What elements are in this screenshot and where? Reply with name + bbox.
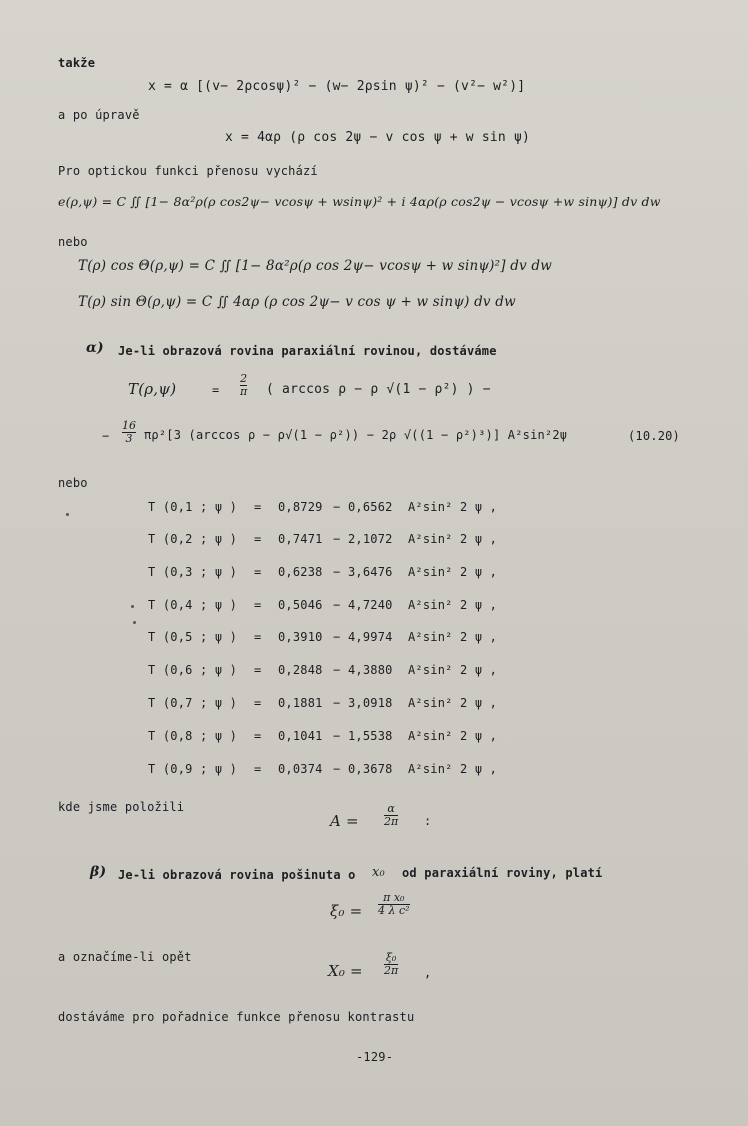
fraction-numerator: α	[387, 802, 395, 815]
beta-label: β)	[90, 864, 107, 880]
row-term: A²sin² 2 ψ ,	[408, 729, 498, 743]
row-equals: =	[254, 598, 262, 612]
row-equals: =	[254, 663, 262, 677]
text-pro-optickou: Pro optickou funkci přenosu vychází	[58, 164, 318, 178]
equation-A-fraction	[384, 803, 398, 828]
row-constant: 0,5046	[278, 598, 323, 612]
fraction-denominator: 4 λ c²	[378, 904, 410, 917]
scan-dot	[133, 621, 136, 624]
text-alpha-condition: Je-li obrazová rovina paraxiální rovinou, dostáváme	[118, 344, 497, 358]
page-number: -129-	[356, 1050, 394, 1064]
text-takze: takže	[58, 56, 96, 70]
fraction-denominator: 3	[122, 432, 136, 445]
row-coefficient: 4,3880	[348, 663, 393, 677]
row-operator: −	[333, 565, 341, 579]
equation-6a-rhs: ( arccos ρ − ρ √(1 − ρ²) ) −	[266, 382, 491, 397]
equation-6a-fraction	[240, 373, 247, 398]
row-lhs: T (0,6 ; ψ )	[148, 663, 238, 677]
row-coefficient: 3,0918	[348, 696, 393, 710]
equation-X0-lhs: X₀ =	[328, 962, 363, 980]
row-constant: 0,3910	[278, 630, 323, 644]
row-operator: −	[333, 630, 341, 644]
row-equals: =	[254, 729, 262, 743]
equation-xi-lhs: ξ₀ =	[330, 902, 363, 920]
equation-4: T(ρ) cos Θ(ρ,ψ) = C ∬ [1− 8α²ρ(ρ cos 2ψ− vcosψ + w sinψ)²] dv dw	[78, 258, 552, 274]
equation-5: T(ρ) sin Θ(ρ,ψ) = C ∬ 4αρ (ρ cos 2ψ− v cos ψ + w sinψ) dv dw	[78, 294, 516, 310]
row-term: A²sin² 2 ψ ,	[408, 500, 498, 514]
row-term: A²sin² 2 ψ ,	[408, 663, 498, 677]
equation-6b-rhs: πρ²[3 (arccos ρ − ρ√(1 − ρ²)) − 2ρ √((1 − ρ²)³)] A²sin²2ψ	[144, 428, 568, 442]
equation-2: x = 4αρ (ρ cos 2ψ − v cos ψ + w sin ψ)	[225, 130, 531, 145]
row-equals: =	[254, 500, 262, 514]
row-equals: =	[254, 565, 262, 579]
equation-1: x = α [(v− 2ρcosψ)² − (w− 2ρsin ψ)² − (v²− w²)]	[148, 79, 526, 94]
row-lhs: T (0,3 ; ψ )	[148, 565, 238, 579]
row-constant: 0,2848	[278, 663, 323, 677]
scan-dot	[131, 605, 134, 608]
row-coefficient: 0,3678	[348, 762, 393, 776]
text-nebo-2: nebo	[58, 476, 88, 490]
row-operator: −	[333, 762, 341, 776]
fraction-numerator: 16	[122, 419, 136, 432]
equation-number: (10.20)	[628, 429, 680, 443]
equation-6b-minus: −	[102, 429, 110, 443]
equation-A-lhs: A =	[330, 812, 359, 830]
equation-X0-tail: ,	[424, 966, 432, 980]
fraction-denominator: 2π	[384, 964, 399, 977]
row-operator: −	[333, 532, 341, 546]
equation-X0-fraction	[384, 952, 398, 977]
row-lhs: T (0,1 ; ψ )	[148, 500, 238, 514]
row-term: A²sin² 2 ψ ,	[408, 630, 498, 644]
scan-dot	[66, 513, 69, 516]
row-coefficient: 2,1072	[348, 532, 393, 546]
fraction-numerator: 2	[240, 372, 248, 385]
row-operator: −	[333, 696, 341, 710]
fraction-numerator: π x₀	[383, 891, 405, 904]
row-lhs: T (0,5 ; ψ )	[148, 630, 238, 644]
row-lhs: T (0,2 ; ψ )	[148, 532, 238, 546]
text-kde-jsme: kde jsme položili	[58, 800, 185, 814]
text-nebo-1: nebo	[58, 235, 88, 249]
equation-xi-fraction	[378, 892, 410, 917]
row-operator: −	[333, 663, 341, 677]
row-coefficient: 0,6562	[348, 500, 393, 514]
row-lhs: T (0,7 ; ψ )	[148, 696, 238, 710]
row-coefficient: 4,7240	[348, 598, 393, 612]
row-term: A²sin² 2 ψ ,	[408, 696, 498, 710]
equation-3: e(ρ,ψ) = C ∬ [1− 8α²ρ(ρ cos2ψ− vcosψ + wsinψ)² + i 4αρ(ρ cos2ψ − vcosψ +w sinψ)] dv dw	[58, 194, 661, 209]
equation-6a-equals: =	[212, 383, 220, 397]
equation-A-tail: :	[424, 814, 432, 828]
row-constant: 0,0374	[278, 762, 323, 776]
equation-6a-lhs: T(ρ,ψ)	[128, 380, 177, 398]
row-operator: −	[333, 598, 341, 612]
row-coefficient: 1,5538	[348, 729, 393, 743]
row-constant: 0,7471	[278, 532, 323, 546]
text-dostavame: dostáváme pro pořadnice funkce přenosu kontrastu	[58, 1010, 415, 1024]
row-constant: 0,6238	[278, 565, 323, 579]
text-beta-condition-a: Je-li obrazová rovina pošinuta o	[118, 868, 356, 882]
text-beta-condition-b: od paraxiální roviny, platí	[402, 866, 603, 880]
row-coefficient: 4,9974	[348, 630, 393, 644]
equation-6b-fraction	[122, 420, 136, 445]
row-equals: =	[254, 696, 262, 710]
row-constant: 0,8729	[278, 500, 323, 514]
row-equals: =	[254, 532, 262, 546]
fraction-numerator: ξ₀	[385, 951, 397, 964]
row-constant: 0,1881	[278, 696, 323, 710]
row-coefficient: 3,6476	[348, 565, 393, 579]
text-po-uprave: a po úpravě	[58, 108, 140, 122]
row-operator: −	[333, 729, 341, 743]
fraction-denominator: 2π	[384, 815, 399, 828]
text-oznacime: a označíme-li opět	[58, 950, 192, 964]
row-lhs: T (0,4 ; ψ )	[148, 598, 238, 612]
row-operator: −	[333, 500, 341, 514]
row-constant: 0,1041	[278, 729, 323, 743]
row-equals: =	[254, 762, 262, 776]
row-equals: =	[254, 630, 262, 644]
row-term: A²sin² 2 ψ ,	[408, 532, 498, 546]
row-term: A²sin² 2 ψ ,	[408, 598, 498, 612]
row-term: A²sin² 2 ψ ,	[408, 565, 498, 579]
row-term: A²sin² 2 ψ ,	[408, 762, 498, 776]
row-lhs: T (0,8 ; ψ )	[148, 729, 238, 743]
row-lhs: T (0,9 ; ψ )	[148, 762, 238, 776]
text-beta-x0: x₀	[372, 865, 385, 880]
fraction-denominator: π	[240, 385, 248, 398]
alpha-label: α)	[86, 340, 104, 356]
